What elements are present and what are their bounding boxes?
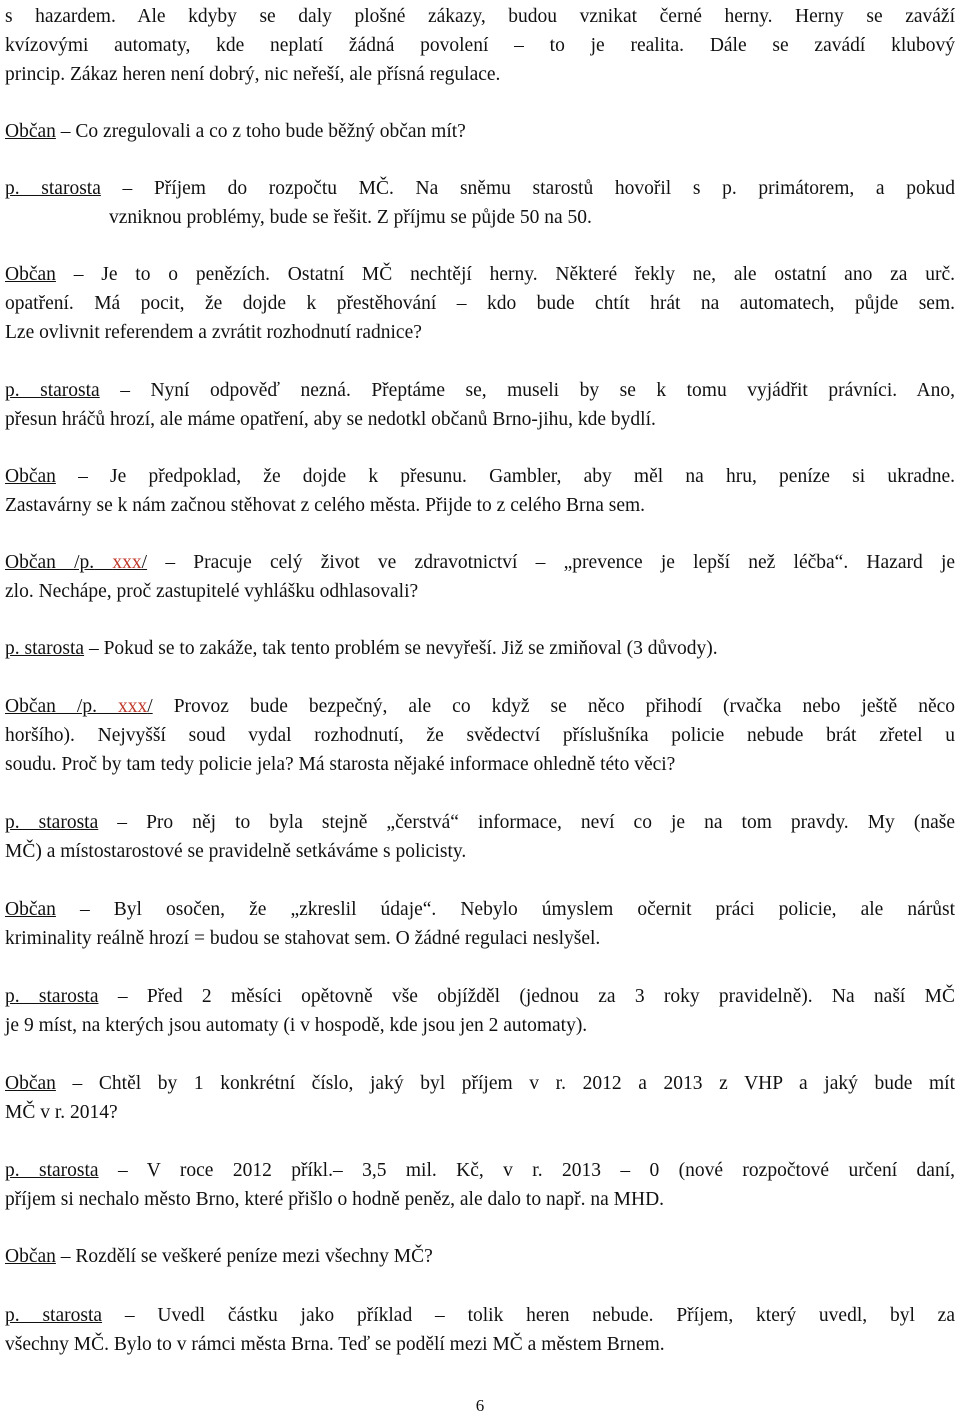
paragraph [5, 462, 955, 520]
speaker-label: p. starosta [5, 1305, 103, 1326]
speaker-label: Občan [5, 466, 56, 487]
text-line: opatření. Má pocit, že dojde k přestěhování – kdo bude chtít hrát na automatech, půjde sem. [5, 293, 955, 314]
text-line: Zastavárny se k nám začnou stěhovat z celého města. Přijde to z celého Brna sem. [5, 495, 646, 516]
text-line: – Chtěl by 1 konkrétní číslo, jaký byl příjem v r. 2012 a 2013 z VHP a jaký bude mít [72, 1073, 956, 1094]
paragraph [5, 895, 955, 953]
speaker-label: p. starosta [5, 638, 85, 659]
text-line: Provoz bude bezpečný, ale co když se něco přihodí (rvačka nebo ještě něco [173, 696, 956, 717]
speaker-label: Občan [5, 1073, 56, 1094]
speaker-label: p. starosta [5, 1160, 99, 1181]
redacted-name: xxx [118, 696, 148, 717]
text-line: je 9 míst, na kterých jsou automaty (i v hospodě, kde jsou jen 2 automaty). [5, 1015, 588, 1036]
speaker-label: Občan /p. xxx/ [5, 696, 153, 717]
paragraph [5, 634, 955, 663]
text-line: MČ v r. 2014? [5, 1102, 118, 1123]
paragraph [5, 174, 955, 232]
text-line: příjem si nechalo město Brno, které přišlo o hodně peněz, ale dalo to např. na MHD. [5, 1189, 665, 1210]
text-line: – Příjem do rozpočtu MČ. Na sněmu starostů hovořil s p. primátorem, a pokud [122, 178, 955, 199]
redacted-name: xxx [112, 552, 142, 573]
text-line: – V roce 2012 příkl.– 3,5 mil. Kč, v r. 2013 – 0 (nové rozpočtové určení daní, [118, 1160, 956, 1181]
text-line: s hazardem. Ale kdyby se daly plošné zákazy, budou vznikat černé herny. Herny se zaváží [5, 6, 955, 27]
speaker-label: p. starosta [5, 986, 99, 1007]
text-line: – Je to o penězích. Ostatní MČ nechtějí herny. Některé řekly ne, ale ostatní ano za urč. [73, 264, 956, 285]
text-line: horšího). Nejvyšší soud vydal rozhodnutí, že svědectví příslušníka policie nebude brát zřetel u [5, 725, 955, 746]
speaker-label: p. starosta [5, 178, 101, 199]
text-line: kriminality reálně hrozí = budou se stahovat sem. O žádné regulaci neslyšel. [5, 928, 601, 949]
paragraph [5, 117, 955, 146]
speaker-label: Občan [5, 1246, 56, 1267]
speaker-label: p. starosta [5, 812, 99, 833]
text-line: – Rozdělí se veškeré peníze mezi všechny MČ? [60, 1246, 433, 1267]
paragraph [5, 692, 955, 779]
text-line: všechny MČ. Bylo to v rámci města Brna. Teď se podělí mezi MČ a městem Brnem. [5, 1334, 665, 1355]
page-number: 6 [475, 1396, 485, 1415]
text-line: MČ) a místostarostové se pravidelně setkáváme s policisty. [5, 841, 467, 862]
text-line: – Je předpoklad, že dojde k přesunu. Gambler, aby měl na hru, peníze si ukradne. [78, 466, 956, 487]
speaker-label: p. starosta [5, 380, 100, 401]
text-line: zlo. Nechápe, proč zastupitelé vyhlášku odhlasovali? [5, 581, 419, 602]
text-line: přesun hráčů hrozí, ale máme opatření, aby se nedotkl občanů Brno-jihu, kde bydlí. [5, 409, 656, 430]
paragraph [5, 1156, 955, 1214]
paragraph [5, 2, 955, 89]
speaker-label: Občan [5, 899, 56, 920]
text-line: princip. Zákaz heren není dobrý, nic neřeší, ale přísná regulace. [5, 64, 501, 85]
paragraph [5, 1069, 955, 1127]
text-line: soudu. Proč by tam tedy policie jela? Má starosta nějaké informace ohledně této věci? [5, 754, 676, 775]
speaker-label: Občan [5, 121, 56, 142]
text-line: kvízovými automaty, kde neplatí žádná povolení – to je realita. Dále se zavádí klubový [5, 35, 955, 56]
speaker-label: Občan [5, 264, 56, 285]
paragraph [5, 808, 955, 866]
paragraph [5, 548, 955, 606]
paragraph [5, 982, 955, 1040]
paragraph [5, 1301, 955, 1359]
text-line: Lze ovlivnit referendem a zvrátit rozhodnutí radnice? [5, 322, 422, 343]
text-line: – Uvedl částku jako příklad – tolik heren nebude. Příjem, který uvedl, byl za [124, 1305, 955, 1326]
speaker-label: Občan /p. xxx/ [5, 552, 148, 573]
paragraph [5, 1242, 955, 1271]
paragraph [5, 376, 955, 434]
text-line: – Pokud se to zakáže, tak tento problém se nevyřeší. Již se zmiňoval (3 důvody). [88, 638, 718, 659]
paragraph [5, 260, 955, 347]
text-line: – Co zregulovali a co z toho bude běžný občan mít? [60, 121, 466, 142]
text-line: – Pracuje celý život ve zdravotnictví – „prevence je lepší než léčba“. Hazard je [165, 552, 956, 573]
text-line: vzniknou problémy, bude se řešit. Z příjmu se půjde 50 na 50. [109, 207, 592, 228]
text-line: – Byl osočen, že „zkreslil údaje“. Nebylo úmyslem očernit práci policie, ale nárůst [79, 899, 956, 920]
text-line: – Před 2 měsíci opětovně vše objížděl (jednou za 3 roky pravidelně). Na naší MČ [117, 986, 955, 1007]
text-line: – Pro něj to byla stejně „čerstvá“ informace, neví co je na tom pravdy. My (naše [117, 812, 955, 833]
text-line: – Nyní odpověď nezná. Přeptáme se, museli by se k tomu vyjádřit právníci. Ano, [120, 380, 956, 401]
